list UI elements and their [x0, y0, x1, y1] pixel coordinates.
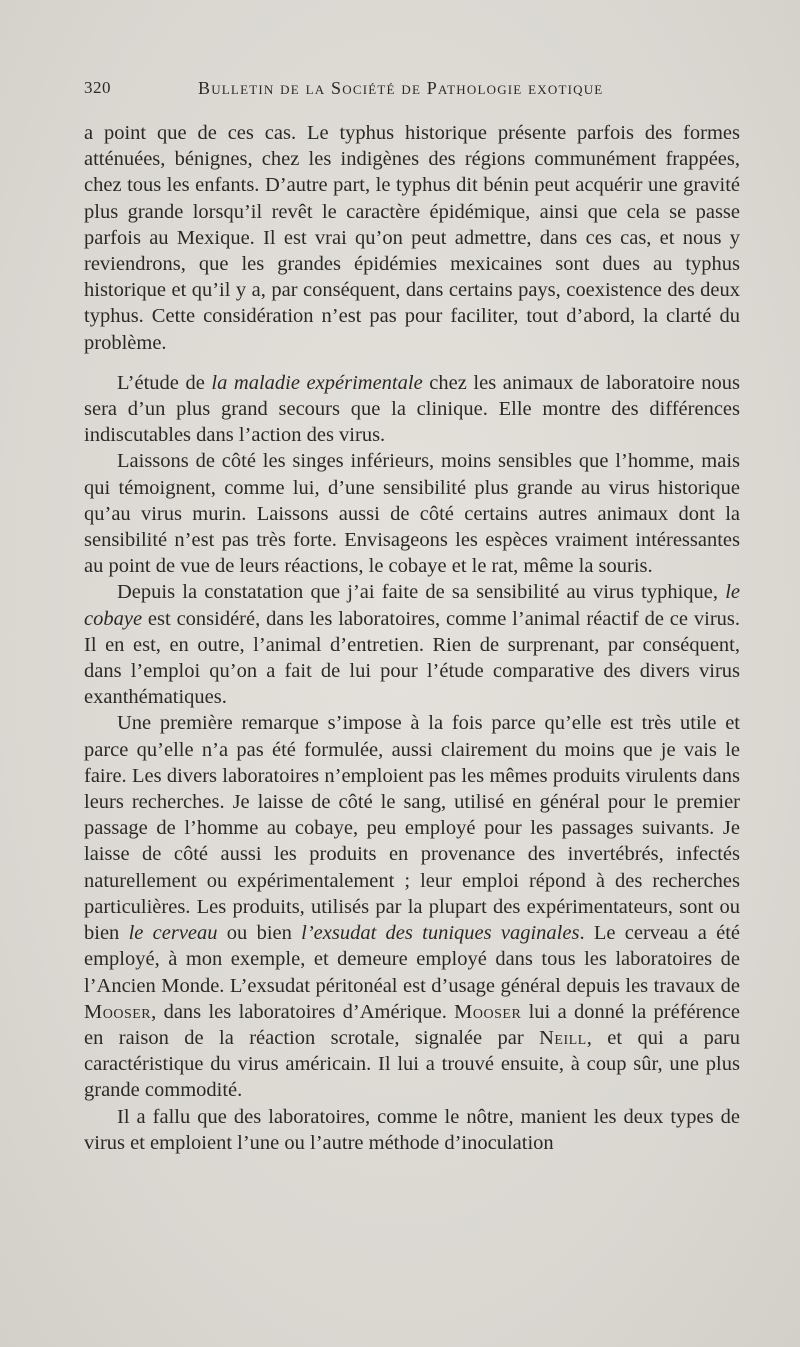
text-run: est considéré, dans les laboratoires, comme l’animal réactif de ce virus. Il en est, en outre, l’animal d’entretien. Rien de surprenant, par conséquent, dans l’emploi qu’on a fait de lui pour l’étude comparative des divers virus exanthématiques. [84, 607, 740, 709]
author-name: Mooser [454, 1000, 522, 1023]
paragraph-3: Laissons de côté les singes inférieurs, moins sensibles que l’homme, mais qui témoignent, comme lui, d’une sensibilité plus grande au virus historique qu’au virus murin. Laissons aussi de côté certains autres animaux dont la sensibilité n’est pas très forte. Envisageons les espèces vraiment intéressantes au point de vue de leurs réactions, le cobaye et le rat, même la souris. [84, 450, 740, 578]
paragraph-4 [84, 579, 740, 710]
article-body [84, 120, 740, 1156]
text-run: , dans les laboratoires d’Amérique. [151, 1000, 455, 1023]
italic-term: l’exsudat des tuniques vaginales [301, 922, 580, 945]
italic-term: la maladie expérimentale [211, 371, 423, 394]
paragraph-6: Il a fallu que des laboratoires, comme le nôtre, manient les deux types de virus et emploient l’une ou l’autre méthode d’inoculation [84, 1105, 740, 1154]
page-header [84, 78, 744, 104]
text-run: . Le cerveau a été employé, à mon exemple, et demeure employé dans tous les laboratoires de l’Ancien Monde. L’exsudat péritonéal est d’usage général depuis les travaux de [84, 922, 741, 997]
running-title: Bulletin de la Société de Pathologie exotique [198, 78, 604, 98]
paragraph-5 [84, 710, 740, 1103]
text-run: , et qui a paru caractéristique du virus américain. Il lui a trouvé ensuite, à coup sûr, une plus grande commodité. [84, 1026, 740, 1102]
author-name: Mooser [84, 1000, 152, 1023]
italic-term: le cobaye [84, 581, 740, 630]
text-run: chez les animaux de laboratoire nous sera d’un plus grand secours que la clinique. Elle montre des différences indiscutables dans l’action des virus. [84, 371, 740, 447]
text-run: ou bien [217, 922, 302, 945]
italic-term: le cerveau [128, 922, 218, 945]
text-run: Une première remarque s’impose à la fois parce qu’elle est très utile et parce qu’elle n’a pas été formulée, aussi clairement du moins que je vais le faire. Les divers laboratoires n’emploient pas les mêmes produits virulents dans leurs recherches. Je laisse de côté le sang, utilisé en général pour le premier passage de l’homme au cobaye, peu employé pour les passages suivants. Je laisse de côté aussi les produits en provenance des invertébrés, infectés naturellement ou expérimentalement ; leur emploi répond à des recherches particulières. Les produits, utilisés par la plupart des expérimentateurs, sont ou bien [84, 712, 740, 945]
text-run: L’étude de [117, 371, 212, 394]
text-run: Depuis la constatation que j’ai faite de sa sensibilité au virus typhique, [117, 581, 726, 604]
paragraph-2 [84, 370, 740, 449]
paragraph-1: a point que de ces cas. Le typhus historique présente parfois des formes atténuées, bénignes, chez les indigènes des régions communément frappées, chez tous les enfants. D’autre part, le typhus dit bénin peut acquérir une gravité plus grande lorsqu’il revêt le caractère épidémique, ainsi que cela se passe parfois au Mexique. Il est vrai qu’on peut admettre, dans ces cas, et nous y reviendrons, que les grandes épidémies mexicaines sont dues au typhus historique et qu’il y a, par conséquent, dans certains pays, coexistence des deux typhus. Cette considération n’est pas pour faciliter, tout d’abord, la clarté du problème. [84, 122, 740, 354]
author-name: Neill [539, 1026, 587, 1049]
page-number: 320 [84, 78, 111, 97]
text-run: lui a donné la préférence en raison de la réaction scrotale, signalée par [84, 1000, 740, 1049]
